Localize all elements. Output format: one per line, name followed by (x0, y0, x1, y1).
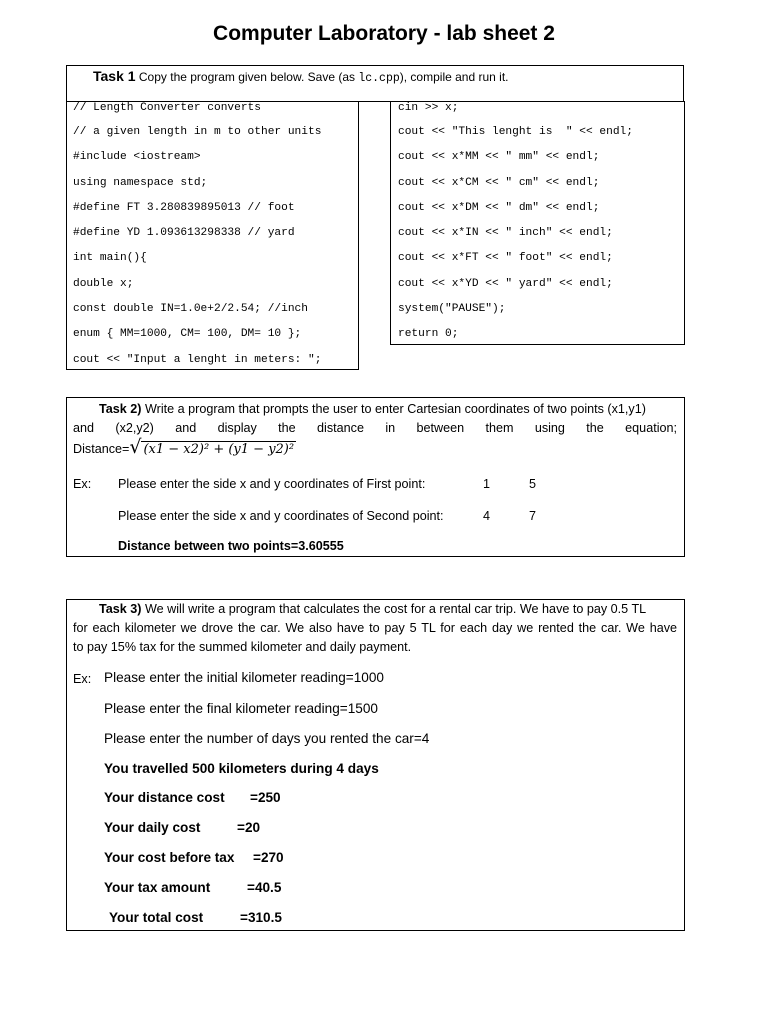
code-line: return 0; (398, 328, 459, 340)
code-line: cout << x*DM << " dm" << endl; (398, 202, 600, 214)
task1-filename: lc.cpp (358, 72, 400, 85)
before-tax-value: =270 (253, 850, 284, 865)
code-line: // Length Converter converts (73, 102, 261, 114)
formula-radicand: (x1 − x2)² + (y1 − y2)² (143, 442, 295, 457)
task3-prompt-final: Please enter the final kilometer reading=1500 (104, 701, 378, 716)
task3-ex-label: Ex: (73, 672, 92, 686)
code-line: cout << x*FT << " foot" << endl; (398, 252, 613, 264)
task2-p1-y: 5 (529, 477, 537, 491)
distance-cost-value: =250 (250, 790, 281, 805)
task2-p2-x: 4 (483, 509, 491, 523)
code-line: #define FT 3.280839895013 // foot (73, 202, 295, 214)
task2-ex-label: Ex: (73, 477, 92, 491)
task3-text1: We will write a program that calculates the cost for a rental car trip. We have to pay 0.5 TL (141, 602, 647, 616)
code-line: int main(){ (73, 252, 147, 264)
task3-label: Task 3) (99, 602, 142, 616)
task2-result: Distance between two points=3.60555 (118, 539, 344, 553)
code-line: enum { MM=1000, CM= 100, DM= 10 }; (73, 328, 302, 340)
code-line: using namespace std; (73, 177, 208, 189)
task2-prompt2: Please enter the side x and y coordinates of Second point: (118, 509, 444, 523)
tax-amount-label: Your tax amount (104, 880, 211, 895)
before-tax-label: Your cost before tax (104, 850, 235, 865)
task2-prompt1: Please enter the side x and y coordinates of First point: (118, 477, 426, 491)
task3-line2: for each kilometer we drove the car. We also have to pay 5 TL for each day we rented the car. We have (73, 621, 677, 635)
distance-prefix: Distance= (73, 442, 130, 456)
daily-cost-value: =20 (237, 820, 261, 835)
distance-cost-label: Your distance cost (104, 790, 225, 805)
total-cost-label: Your total cost (109, 910, 204, 925)
task3-travelled: You travelled 500 kilometers during 4 days (104, 761, 379, 776)
task2-line1 (73, 399, 677, 419)
tax-amount-value: =40.5 (247, 880, 282, 895)
task1-text-before: Copy the program given below. Save (as (135, 70, 359, 84)
task2-p1-x: 1 (483, 477, 491, 491)
code-line: cout << "Input a lenght in meters: "; (73, 354, 322, 366)
code-line: cout << "This lenght is " << endl; (398, 126, 633, 138)
code-line: cout << x*MM << " mm" << endl; (398, 151, 600, 163)
task2-line2: and (x2,y2) and display the distance in between them using the equation; (73, 421, 677, 435)
daily-cost-label: Your daily cost (104, 820, 201, 835)
code-line: #define YD 1.093613298338 // yard (73, 227, 295, 239)
distance-formula (129, 436, 296, 458)
task1-text-after: ), compile and run it. (399, 70, 509, 84)
total-cost-value: =310.5 (240, 910, 282, 925)
task2-label: Task 2) (99, 402, 142, 416)
task3-line3: to pay 15% tax for the summed kilometer and daily payment. (73, 640, 412, 654)
code-line: cout << x*CM << " cm" << endl; (398, 177, 600, 189)
code-line: cin >> x; (398, 102, 459, 114)
task1-label: Task 1 (93, 68, 136, 84)
code-line: cout << x*IN << " inch" << endl; (398, 227, 613, 239)
code-line: system("PAUSE"); (398, 303, 506, 315)
code-line: double x; (73, 278, 134, 290)
code-line: #include <iostream> (73, 151, 201, 163)
code-line: // a given length in m to other units (73, 126, 322, 138)
code-line: const double IN=1.0e+2/2.54; //inch (73, 303, 308, 315)
task3-prompt-initial: Please enter the initial kilometer reading=1000 (104, 670, 384, 685)
task2-distance-line (73, 437, 296, 460)
page-title: Computer Laboratory - lab sheet 2 (213, 22, 555, 45)
task3-line1 (73, 600, 677, 619)
task3-prompt-days: Please enter the number of days you rented the car=4 (104, 731, 430, 746)
task2-p2-y: 7 (529, 509, 537, 523)
code-line: cout << x*YD << " yard" << endl; (398, 278, 613, 290)
task2-text1: Write a program that prompts the user to enter Cartesian coordinates of two points (x1,y1) (141, 402, 646, 416)
sqrt-symbol: √ (129, 436, 142, 458)
